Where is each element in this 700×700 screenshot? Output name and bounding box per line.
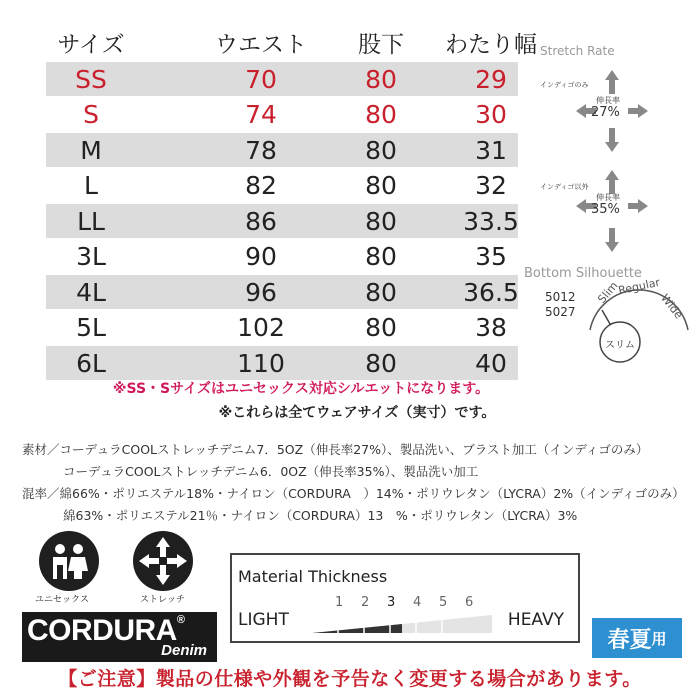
stretch-badge-label: 伸長率 [596,193,620,202]
stretch-title: Stretch Rate [540,44,615,58]
silhouette-selected: スリム [605,340,635,351]
cell-thigh: 35 [475,242,507,271]
season-badge [592,618,682,658]
table-row [46,240,518,274]
material-line: コーデュラCOOLストレッチデニム7．5OZ（伸長率27%）、製品洗い、ブラスト加工（インディゴのみ） [59,442,649,457]
cell-inseam: 80 [365,242,397,271]
cell-thigh: 33.5 [463,206,519,236]
silhouette-regular: Regular [617,275,662,298]
material-line: コーデュラCOOLストレッチデニム6．0OZ（伸長率35%）、製品洗い加工 [63,464,479,479]
notice-text: 【ご注意】製品の仕様や外観を予告なく変更する場合があります。 [58,668,642,690]
silhouette-slim: Slim [595,279,621,306]
stretch-badge-2 [540,170,660,260]
cordura-reg: ® [176,614,185,626]
spec-material-1 [22,440,648,458]
cell-inseam: 80 [365,100,397,129]
stretch-badge-value: 35% [591,202,620,217]
cell-waist: 74 [245,100,277,129]
sizes-note: ※これらは全てウェアサイズ（実寸）です。 [218,405,496,421]
silhouette-wide: Wide [658,291,686,322]
header-waist: ウエスト [215,31,307,58]
cell-waist: 70 [245,64,277,94]
cell-waist: 78 [245,135,277,165]
stretch-badge-tag: インディゴのみ [540,81,589,89]
stretch-badge-label: 伸長率 [596,96,620,105]
table-row [46,346,518,380]
cell-thigh: 29 [475,64,507,94]
header-size: サイズ [57,31,125,58]
cell-size: S [83,100,99,129]
header-inseam: 股下 [358,31,404,58]
table-header-row [46,22,537,62]
thickness-light: LIGHT [238,610,289,630]
cell-thigh: 32 [475,171,507,200]
thickness-bar [312,613,492,633]
stretch-badge-tag: インディゴ以外 [540,183,589,191]
stretch-badge-value: 27% [591,105,620,120]
thickness-heavy: HEAVY [507,610,564,630]
cell-waist: 96 [245,277,277,307]
thickness-tick: 1 [335,595,344,610]
cell-size: LL [77,206,105,236]
stretch-label: ストレッチ [140,595,185,605]
silhouette-code: 5027 [545,305,576,319]
silhouette-title: Bottom Silhouette [524,266,642,281]
cell-waist: 86 [245,206,277,236]
header-thigh: わたり幅 [445,31,537,58]
blend-label: 混率／ [22,486,60,501]
cell-waist: 90 [245,242,277,271]
thickness-tick: 3 [387,595,396,610]
cell-size: 6L [76,348,106,378]
cell-inseam: 80 [365,348,397,378]
cell-thigh: 31 [475,135,507,165]
cell-size: SS [75,64,107,94]
cell-inseam: 80 [365,135,397,165]
cell-thigh: 38 [475,313,507,342]
cell-thigh: 30 [475,100,507,129]
blend-line: 綿66%・ポリエステル18%・ナイロン（CORDURA ）14%・ポリウレタン（LYCRA）2%（インディゴのみ） [59,486,685,501]
season-suffix: 用 [651,629,667,648]
stretch-badge-1 [540,70,660,160]
table-row [46,311,518,345]
stretch-feature-icon [132,530,194,592]
cell-size: M [80,135,102,165]
spec-blend-1 [22,484,685,502]
table-row [46,98,518,132]
material-label: 素材／ [22,442,60,457]
cordura-name: CORDURA [27,614,177,647]
cell-size: 3L [76,242,106,271]
cell-thigh: 36.5 [463,277,519,307]
cell-inseam: 80 [365,64,397,94]
cell-inseam: 80 [365,171,397,200]
unisex-note: ※SS・Sサイズはユニセックス対応シルエットになります。 [112,381,490,397]
silhouette-code: 5012 [545,290,576,304]
cell-inseam: 80 [365,277,397,307]
cell-thigh: 40 [475,348,507,378]
cordura-denim: Denim [161,642,207,659]
unisex-label: ユニセックス [35,595,89,605]
thickness-tick: 4 [413,595,422,610]
thickness-title: Material Thickness [238,567,388,586]
table-row [46,204,518,238]
cell-inseam: 80 [365,313,397,342]
cell-waist: 110 [237,348,285,378]
material-thickness-panel [230,553,580,643]
table-row [46,169,518,203]
cell-waist: 102 [237,313,285,342]
unisex-icon [38,530,100,592]
cell-size: 5L [76,313,106,342]
thickness-tick: 2 [361,595,370,610]
table-row [46,275,518,309]
cell-size: 4L [76,277,106,307]
thickness-tick: 6 [465,595,474,610]
size-table [46,22,537,382]
table-row [46,133,518,167]
cell-waist: 82 [245,171,277,200]
blend-line: 綿63%・ポリエステル21％・ナイロン（CORDURA）13 %・ポリウレタン（LYCRA）3% [63,508,578,523]
table-row [46,62,518,96]
silhouette-codes [545,290,576,320]
season-text: 春夏 [607,627,652,653]
cordura-logo [22,612,217,662]
thickness-tick: 5 [439,595,448,610]
cell-size: L [84,171,98,200]
cell-inseam: 80 [365,206,397,236]
